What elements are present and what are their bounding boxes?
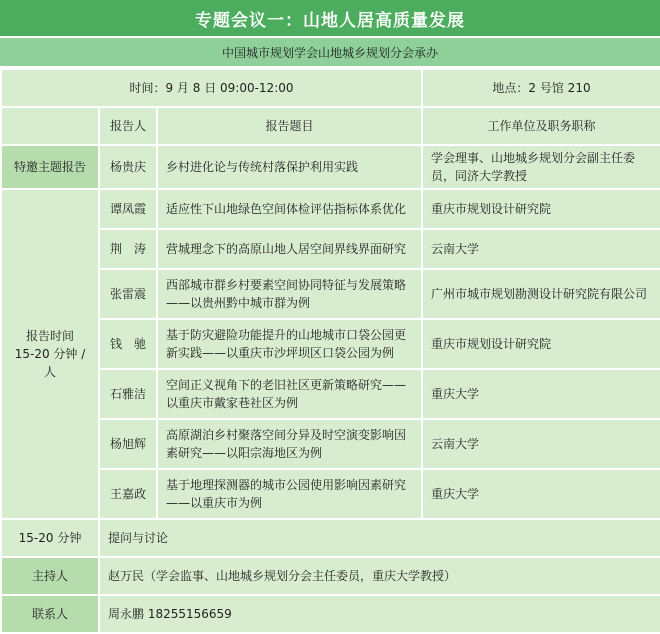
speaker-affiliation: 重庆市规划设计研究院 [422, 319, 660, 369]
contact-info: 周永鹏 18255156659 [99, 595, 660, 633]
speaker-affiliation: 云南大学 [422, 229, 660, 269]
speaker-name: 石雅洁 [99, 369, 157, 419]
contact-row [1, 595, 660, 633]
organizer-line: 中国城市规划学会山地城乡规划分会承办 [0, 38, 660, 68]
schedule-table [0, 68, 660, 634]
keynote-label: 特邀主题报告 [1, 145, 99, 189]
report-time-label [1, 189, 99, 519]
table-row [1, 189, 660, 229]
table-row [1, 369, 660, 419]
discussion-time: 15-20 分钟 [1, 519, 99, 557]
speaker-affiliation: 重庆大学 [422, 369, 660, 419]
speaker-affiliation: 重庆市规划设计研究院 [422, 189, 660, 229]
keynote-affiliation: 学会理事、山地城乡规划分会副主任委员，同济大学教授 [422, 145, 660, 189]
keynote-row [1, 145, 660, 189]
speaker-affiliation: 云南大学 [422, 419, 660, 469]
table-row [1, 229, 660, 269]
table-row [1, 269, 660, 319]
speaker-name: 杨旭辉 [99, 419, 157, 469]
report-topic: 基于防灾避险功能提升的山地城市口袋公园更新实践——以重庆市沙坪坝区口袋公园为例 [157, 319, 422, 369]
table-row [1, 469, 660, 519]
keynote-topic: 乡村进化论与传统村落保护利用实践 [157, 145, 422, 189]
speaker-name: 张雷震 [99, 269, 157, 319]
header-affiliation: 工作单位及职务职称 [422, 107, 660, 145]
host-row [1, 557, 660, 595]
table-header [1, 107, 660, 145]
header-topic: 报告题目 [157, 107, 422, 145]
report-topic: 营城理念下的高原山地人居空间界线界面研究 [157, 229, 422, 269]
table-row [1, 319, 660, 369]
host-label: 主持人 [1, 557, 99, 595]
discussion-row [1, 519, 660, 557]
report-time-line1: 报告时间 [25, 329, 74, 343]
report-topic: 西部城市群乡村要素空间协同特征与发展策略——以贵州黔中城市群为例 [157, 269, 422, 319]
speaker-name: 钱 驰 [99, 319, 157, 369]
report-topic: 基于地理探测器的城市公园使用影响因素研究——以重庆市为例 [157, 469, 422, 519]
keynote-speaker: 杨贵庆 [99, 145, 157, 189]
table-row [1, 419, 660, 469]
speaker-name: 荆 涛 [99, 229, 157, 269]
report-topic: 空间正义视角下的老旧社区更新策略研究——以重庆市戴家巷社区为例 [157, 369, 422, 419]
speaker-affiliation: 重庆大学 [422, 469, 660, 519]
discussion-text: 提问与讨论 [99, 519, 660, 557]
report-time-line2: 15-20 分钟 / 人 [14, 347, 86, 379]
location-info: 地点：2 号馆 210 [422, 69, 660, 107]
speaker-affiliation: 广州市城市规划勘测设计研究院有限公司 [422, 269, 660, 319]
report-topic: 适应性下山地绿色空间体检评估指标体系优化 [157, 189, 422, 229]
header-speaker: 报告人 [99, 107, 157, 145]
time-info: 时间：9 月 8 日 09:00-12:00 [1, 69, 422, 107]
contact-label: 联系人 [1, 595, 99, 633]
speaker-name: 谭凤霞 [99, 189, 157, 229]
page-title: 专题会议一：山地人居高质量发展 [0, 0, 660, 38]
report-topic: 高原湖泊乡村聚落空间分异及时空演变影响因素研究——以阳宗海地区为例 [157, 419, 422, 469]
header-empty [1, 107, 99, 145]
meta-row [1, 69, 660, 107]
host-info: 赵万民（学会监事、山地城乡规划分会主任委员，重庆大学教授） [99, 557, 660, 595]
speaker-name: 王嘉政 [99, 469, 157, 519]
